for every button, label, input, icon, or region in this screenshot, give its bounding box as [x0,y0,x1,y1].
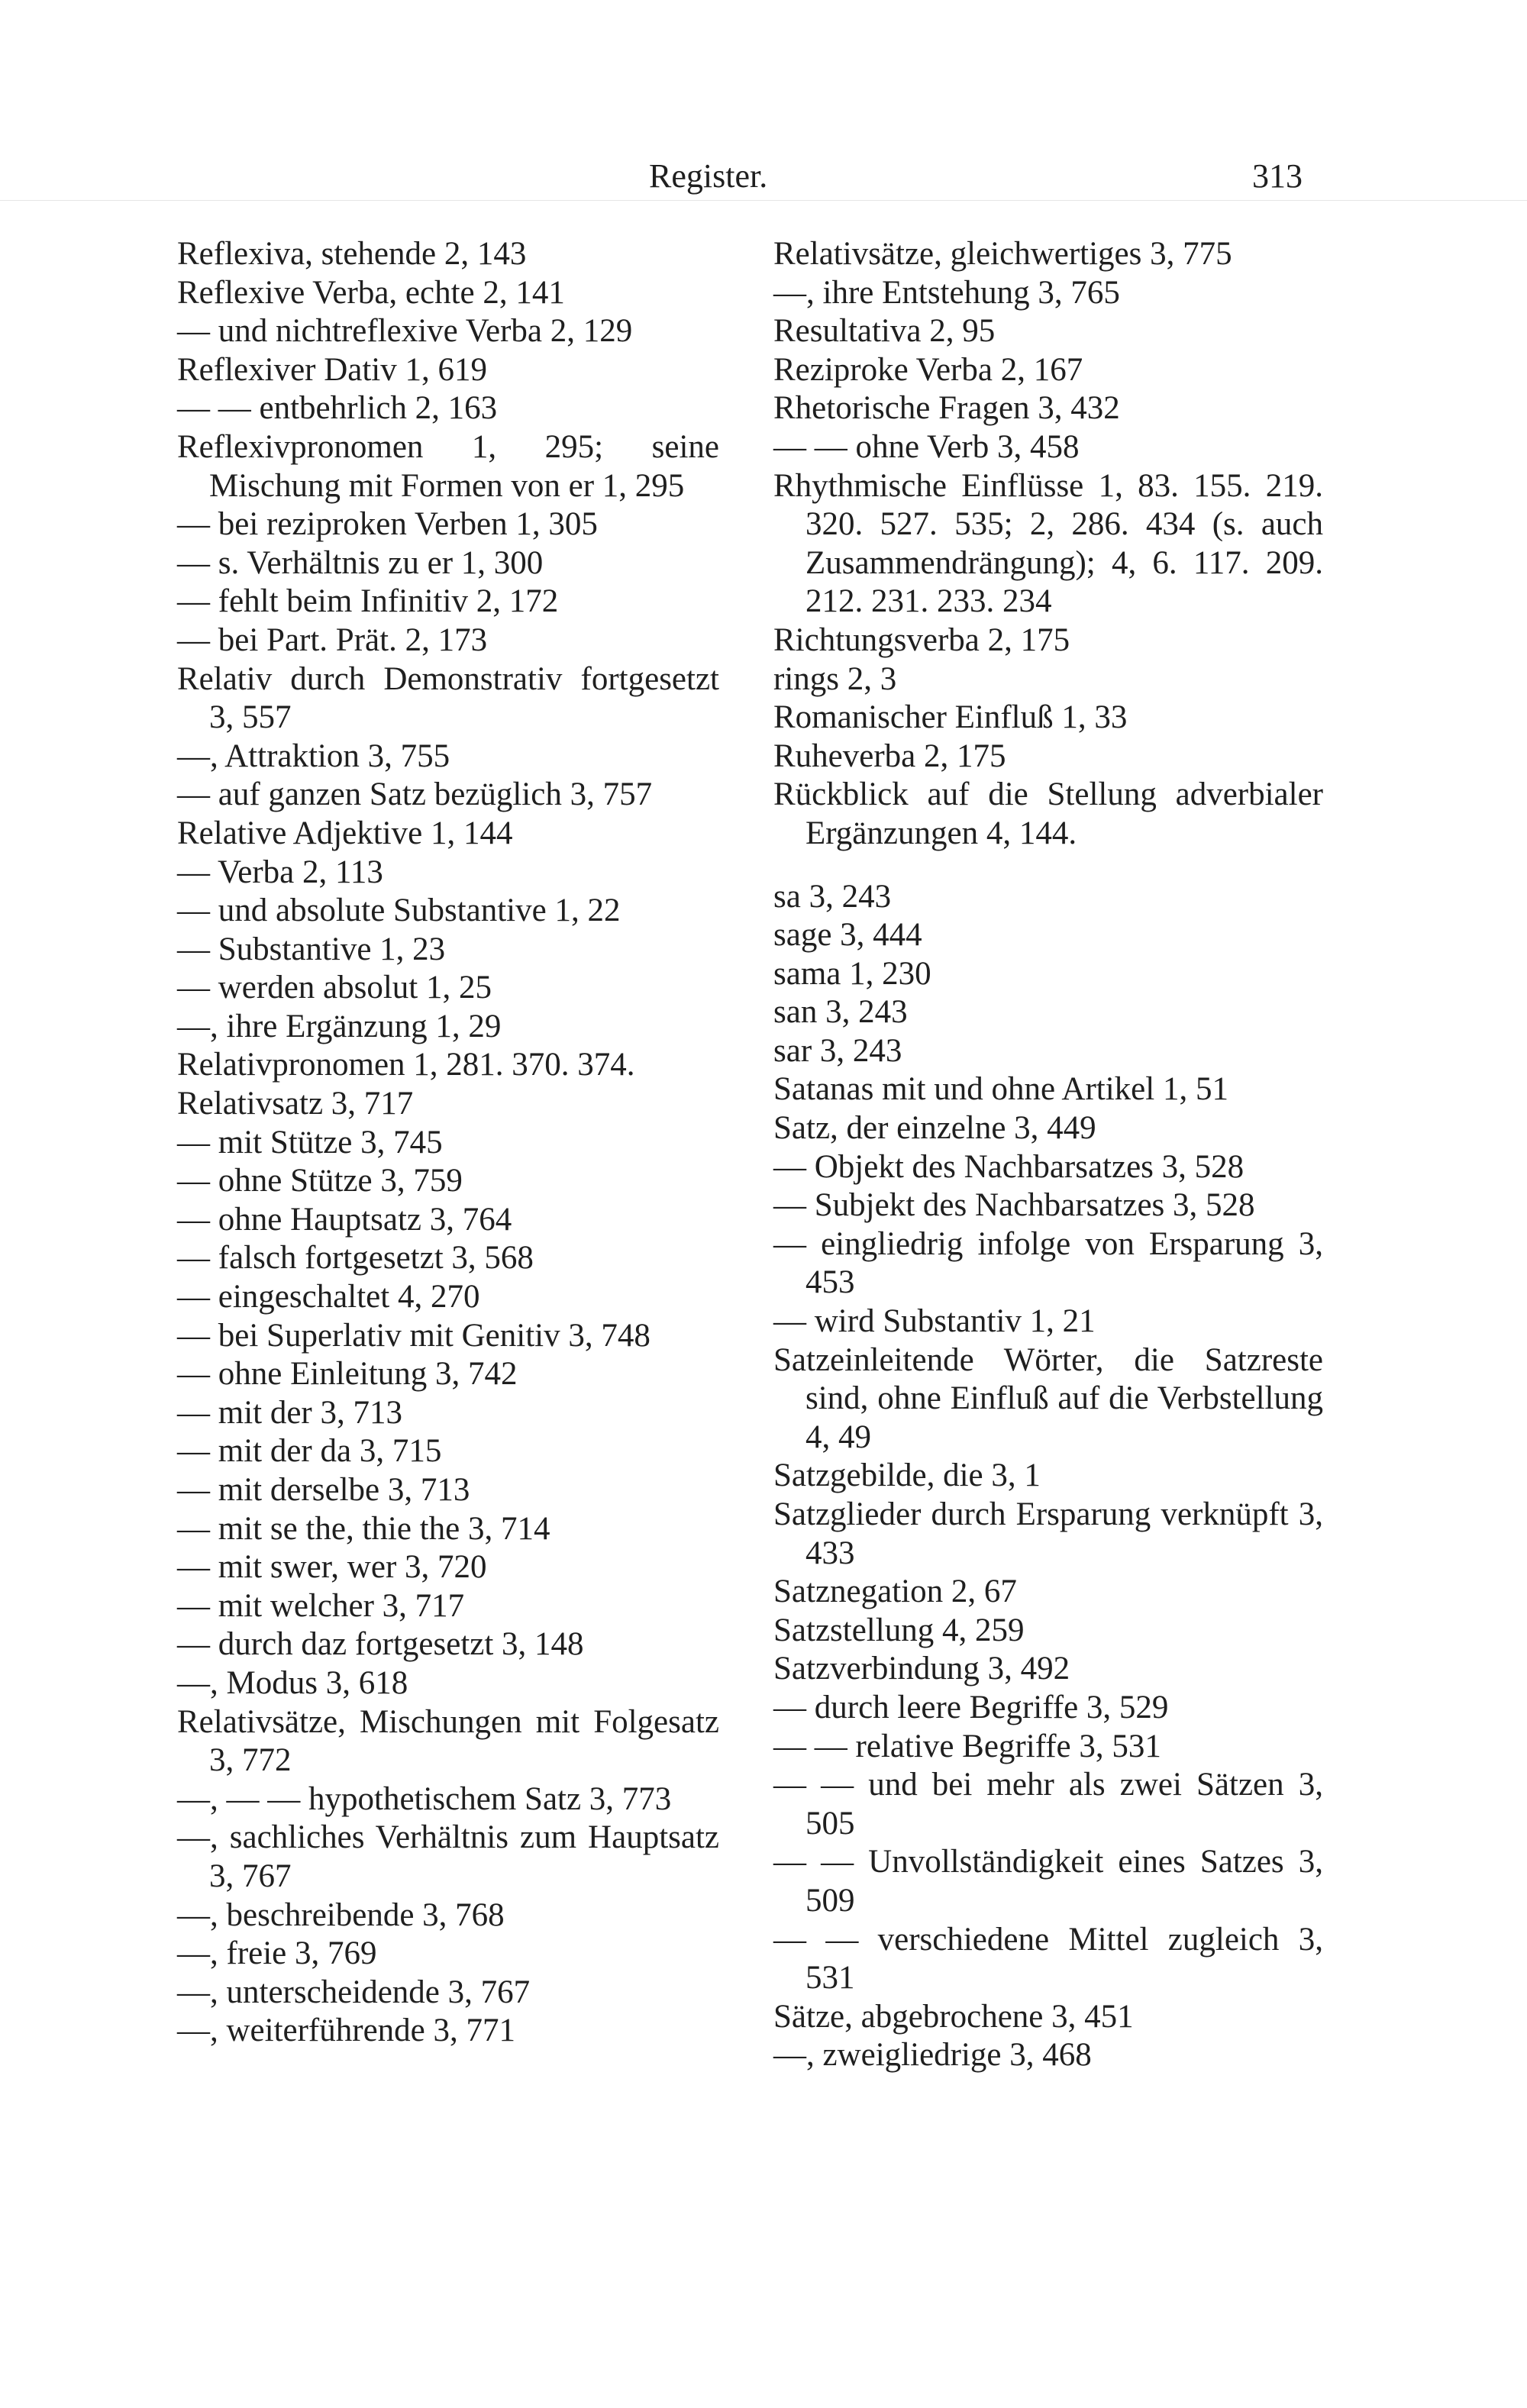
index-entry: —, unterscheidende 3, 767 [177,1974,531,2010]
index-entry: — bei reziproken Verben 1, 305 [177,506,598,543]
index-entry: — ohne Stütze 3, 759 [177,1163,463,1199]
index-entry: san 3, 243 [773,994,908,1031]
index-entry: — und absolute Substantive 1, 22 [177,893,621,929]
index-entry: sama 1, 230 [773,955,931,992]
index-entry: —, Attraktion 3, 755 [177,738,450,774]
index-entry: — werden absolut 1, 25 [177,970,492,1006]
index-entry: Reflexive Verba, echte 2, 141 [177,274,565,311]
index-entry: Ruheverba 2, 175 [773,738,1006,774]
index-entry: Satznegation 2, 67 [773,1574,1017,1610]
index-entry: — mit der 3, 713 [177,1394,402,1431]
index-entry: Sätze, abgebrochene 3, 451 [773,1998,1134,2035]
running-header [0,157,1527,202]
index-entry: Satanas mit und ohne Artikel 1, 51 [773,1071,1228,1108]
index-entry: — mit Stütze 3, 745 [177,1124,443,1160]
page-number: 313 [1252,157,1303,195]
index-entry: — eingliedrig infolge von Ersparung 3, 453 [773,1225,1323,1301]
index-entry: Rhetorische Fragen 3, 432 [773,390,1120,427]
index-entry: —, zweigliedrige 3, 468 [773,2037,1092,2074]
index-entry: Satzverbindung 3, 492 [773,1651,1070,1687]
index-column-left [177,235,719,2051]
index-entry: —, ihre Ergänzung 1, 29 [177,1008,502,1044]
index-entry: Satzeinleitende Wörter, die Satzreste sind, ohne Einfluß auf die Verbstellung 4, 49 [773,1341,1323,1455]
index-entry: —, ihre Entstehung 3, 765 [773,274,1120,311]
index-entry: — — verschiedene Mittel zugleich 3, 531 [773,1921,1323,1996]
index-entry: — Objekt des Nachbarsatzes 3, 528 [773,1148,1245,1185]
index-entry: — mit der da 3, 715 [177,1433,442,1470]
index-entry: Relativpronomen 1, 281. 370. 374. [177,1047,635,1083]
index-entry: Relativsätze, Mischungen mit Folgesatz 3, 772 [177,1703,719,1779]
index-entry: — mit swer, wer 3, 720 [177,1549,487,1586]
index-entry: — — und bei mehr als zwei Sätzen 3, 505 [773,1767,1323,1842]
index-entry: rings 2, 3 [773,660,897,697]
index-entry: Reflexiva, stehende 2, 143 [177,236,527,272]
index-entry: Rückblick auf die Stellung adverbialer Ergänzungen 4, 144. [773,776,1323,851]
index-entry: — — relative Begriffe 3, 531 [773,1728,1161,1764]
index-entry: Resultativa 2, 95 [773,313,996,350]
index-entry: — mit welcher 3, 717 [177,1587,465,1624]
index-entry: Relative Adjektive 1, 144 [177,815,513,851]
index-entry: Romanischer Einfluß 1, 33 [773,699,1128,736]
index-entry: — eingeschaltet 4, 270 [177,1279,480,1315]
index-entry: — ohne Hauptsatz 3, 764 [177,1201,512,1238]
index-entry: Rhythmische Einflüsse 1, 83. 155. 219. 320. 527. 535; 2, 286. 434 (s. auch Zusammendrängung); 4, 6. 117. 209. 212. 231. 233. 234 [773,467,1323,620]
index-entry: —, beschreibende 3, 768 [177,1896,505,1933]
index-entry: — bei Superlativ mit Genitiv 3, 748 [177,1317,651,1354]
index-entry: — durch leere Begriffe 3, 529 [773,1689,1169,1725]
header-title: Register. [649,157,768,195]
index-entry: — Verba 2, 113 [177,854,383,890]
index-entry: Relativsatz 3, 717 [177,1086,414,1122]
index-entry: — s. Verhältnis zu er 1, 300 [177,544,544,581]
index-entry: — und nichtreflexive Verba 2, 129 [177,313,633,350]
index-entry: — falsch fortgesetzt 3, 568 [177,1240,534,1277]
index-entry: sage 3, 444 [773,917,922,954]
header-rule [0,200,1527,201]
index-column-right [773,235,1323,2075]
index-entry: — Subjekt des Nachbarsatzes 3, 528 [773,1187,1255,1224]
index-entry: — — Unvollständigkeit eines Satzes 3, 509 [773,1844,1323,1919]
index-entry: Satzstellung 4, 259 [773,1612,1025,1648]
index-entry: — mit se the, thie the 3, 714 [177,1510,550,1547]
index-entry: Richtungsverba 2, 175 [773,621,1070,658]
index-entry: — Substantive 1, 23 [177,931,446,967]
index-entry: —, freie 3, 769 [177,1935,377,1972]
index-entry: Satzglieder durch Ersparung verknüpft 3, 433 [773,1496,1323,1571]
index-entry: Satz, der einzelne 3, 449 [773,1110,1096,1147]
index-entry: — auf ganzen Satz bezüglich 3, 757 [177,776,653,813]
index-entry: Satzgebilde, die 3, 1 [773,1457,1041,1494]
index-entry: — wird Substantiv 1, 21 [773,1303,1096,1340]
index-entry: — durch daz fortgesetzt 3, 148 [177,1626,584,1663]
index-entry: —, Modus 3, 618 [177,1664,408,1701]
index-entry: —, — — hypothetischem Satz 3, 773 [177,1780,672,1817]
index-entry: Reziproke Verba 2, 167 [773,351,1083,388]
index-entry: — fehlt beim Infinitiv 2, 172 [177,583,559,620]
index-entry: — — entbehrlich 2, 163 [177,390,498,427]
index-entry: — — ohne Verb 3, 458 [773,428,1080,465]
index-entry: Relativ durch Demonstrativ fortgesetzt 3, 557 [177,660,719,736]
index-entry: sa 3, 243 [773,878,892,915]
index-entry: —, sachliches Verhältnis zum Hauptsatz 3, 767 [177,1819,719,1894]
index-entry: — ohne Einleitung 3, 742 [177,1356,518,1393]
index-entry: sar 3, 243 [773,1032,902,1069]
index-entry: Reflexiver Dativ 1, 619 [177,351,488,388]
index-entry: — bei Part. Prät. 2, 173 [177,621,488,658]
index-entry: — mit derselbe 3, 713 [177,1472,470,1508]
index-entry: Relativsätze, gleichwertiges 3, 775 [773,236,1232,272]
index-entry: —, weiterführende 3, 771 [177,2013,515,2049]
index-entry: Reflexivpronomen 1, 295; seine Mischung mit Formen von er 1, 295 [177,428,719,504]
